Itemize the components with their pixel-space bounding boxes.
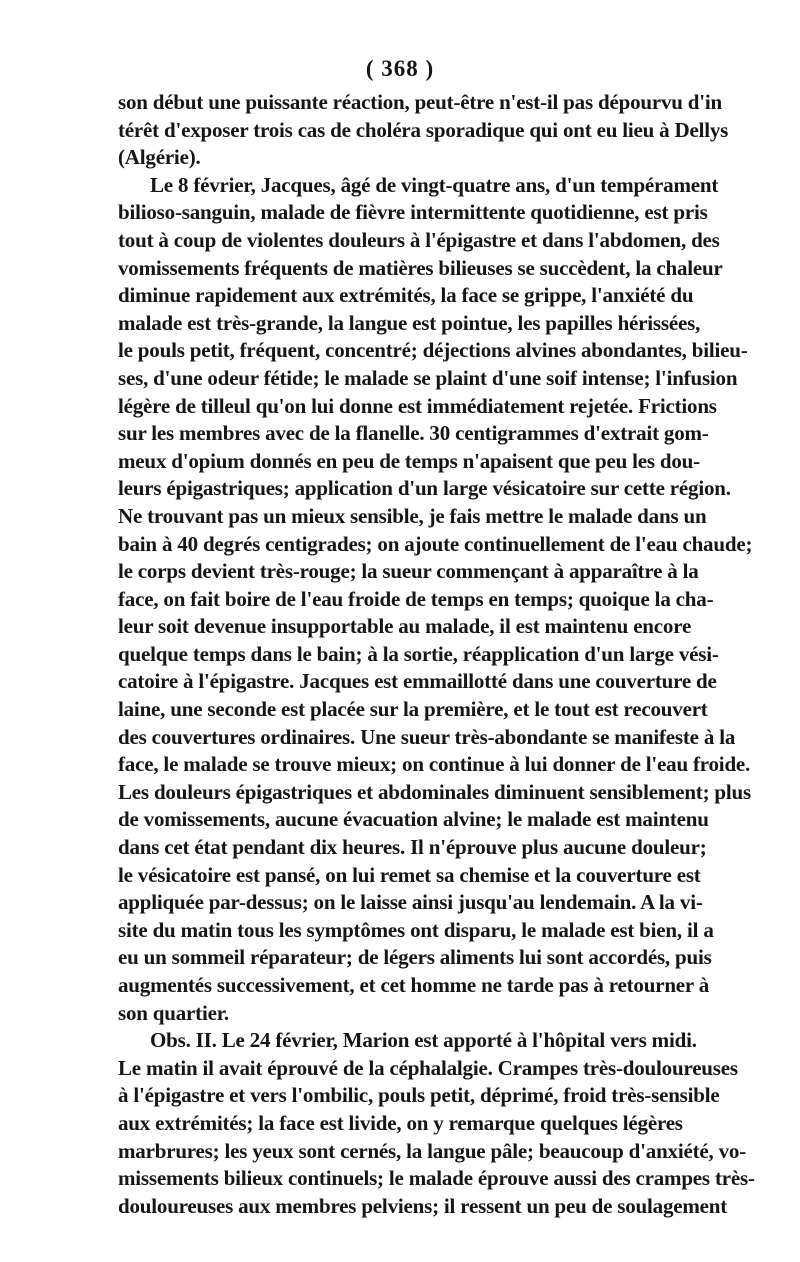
text-line: (Algérie). (118, 145, 201, 170)
text-line: missements bilieux continuels; le malade éprouve aussi des crampes très- (118, 1166, 755, 1191)
text-line: meux d'opium donnés en peu de temps n'apaisent que peu les dou- (118, 448, 700, 473)
text-line: douloureuses aux membres pelviens; il ressent un peu de soulagement (118, 1193, 728, 1218)
text-line: bain à 40 degrés centigrades; on ajoute continuellement de l'eau chaude; (118, 531, 753, 556)
text-line: site du matin tous les symptômes ont disparu, le malade est bien, il a (118, 917, 714, 942)
page-number: ( 368 ) (365, 56, 435, 81)
text-line: dans cet état pendant dix heures. Il n'éprouve plus aucune douleur; (118, 835, 707, 860)
text-line: sur les membres avec de la flanelle. 30 centigrammes d'extrait gom- (118, 421, 709, 446)
paragraph-p1 (118, 89, 729, 172)
text-line: eu un sommeil réparateur; de légers aliments lui sont accordés, puis (118, 945, 712, 970)
text-line: à l'épigastre et vers l'ombilic, pouls petit, déprimé, froid très-sensible (118, 1083, 720, 1108)
text-line: Les douleurs épigastriques et abdominales diminuent sensiblement; plus (118, 779, 752, 804)
text-line: ses, d'une odeur fétide; le malade se plaint d'une soif intense; l'infusion (118, 365, 738, 390)
body-text (118, 89, 755, 1220)
text-line: bilioso-sanguin, malade de fièvre intermittente quotidienne, est pris (118, 200, 708, 225)
text-line: Obs. II. Le 24 février, Marion est apporté à l'hôpital vers midi. (150, 1028, 697, 1053)
text-line: quelque temps dans le bain; à la sortie, réapplication d'un large vési- (118, 641, 719, 666)
text-line: de vomissements, aucune évacuation alvine; le malade est maintenu (118, 807, 709, 832)
text-line: Le 8 février, Jacques, âgé de vingt-quatre ans, d'un tempérament (150, 172, 719, 197)
text-line: térêt d'exposer trois cas de choléra sporadique qui ont eu lieu à Dellys (118, 117, 729, 142)
text-line: appliquée par-dessus; on le laisse ainsi jusqu'au lendemain. A la vi- (118, 890, 703, 915)
text-line: le vésicatoire est pansé, on lui remet sa chemise et la couverture est (118, 862, 701, 887)
text-line: des couvertures ordinaires. Une sueur très-abondante se manifeste à la (118, 724, 736, 749)
text-line: catoire à l'épigastre. Jacques est emmaillotté dans une couverture de (118, 669, 717, 694)
text-line: laine, une seconde est placée sur la première, et le tout est recouvert (118, 697, 708, 722)
text-line: légère de tilleul qu'on lui donne est immédiatement rejetée. Frictions (118, 393, 717, 418)
text-line: le pouls petit, fréquent, concentré; déjections alvines abondantes, bilieu- (118, 338, 748, 363)
text-line: Ne trouvant pas un mieux sensible, je fais mettre le malade dans un (118, 503, 707, 528)
text-line: Le matin il avait éprouvé de la céphalalgie. Crampes très-douloureuses (118, 1055, 738, 1080)
text-line: diminue rapidement aux extrémités, la face se grippe, l'anxiété du (118, 283, 694, 308)
text-line: tout à coup de violentes douleurs à l'épigastre et dans l'abdomen, des (118, 227, 720, 252)
text-line: leur soit devenue insupportable au malade, il est maintenu encore (118, 614, 692, 639)
text-line: face, le malade se trouve mieux; on continue à lui donner de l'eau froide. (118, 752, 751, 777)
text-line: augmentés successivement, et cet homme ne tarde pas à retourner à (118, 973, 710, 997)
text-line: aux extrémités; la face est livide, on y remarque quelques légères (118, 1110, 683, 1135)
text-line: malade est très-grande, la langue est pointue, les papilles hérissées, (118, 310, 701, 335)
text-line: son début une puissante réaction, peut-être n'est-il pas dépourvu d'in (118, 90, 723, 114)
paragraph-p2 (118, 172, 753, 1027)
text-line: le corps devient très-rouge; la sueur commençant à apparaître à la (118, 559, 699, 584)
text-line: leurs épigastriques; application d'un large vésicatoire sur cette région. (118, 476, 731, 501)
text-line: son quartier. (118, 1000, 229, 1025)
paragraph-p3 (118, 1027, 755, 1220)
text-line: marbrures; les yeux sont cernés, la langue pâle; beaucoup d'anxiété, vo- (118, 1138, 747, 1163)
text-line: face, on fait boire de l'eau froide de temps en temps; quoique la cha- (118, 586, 714, 611)
text-line: vomissements fréquents de matières bilieuses se succèdent, la chaleur (118, 255, 723, 280)
